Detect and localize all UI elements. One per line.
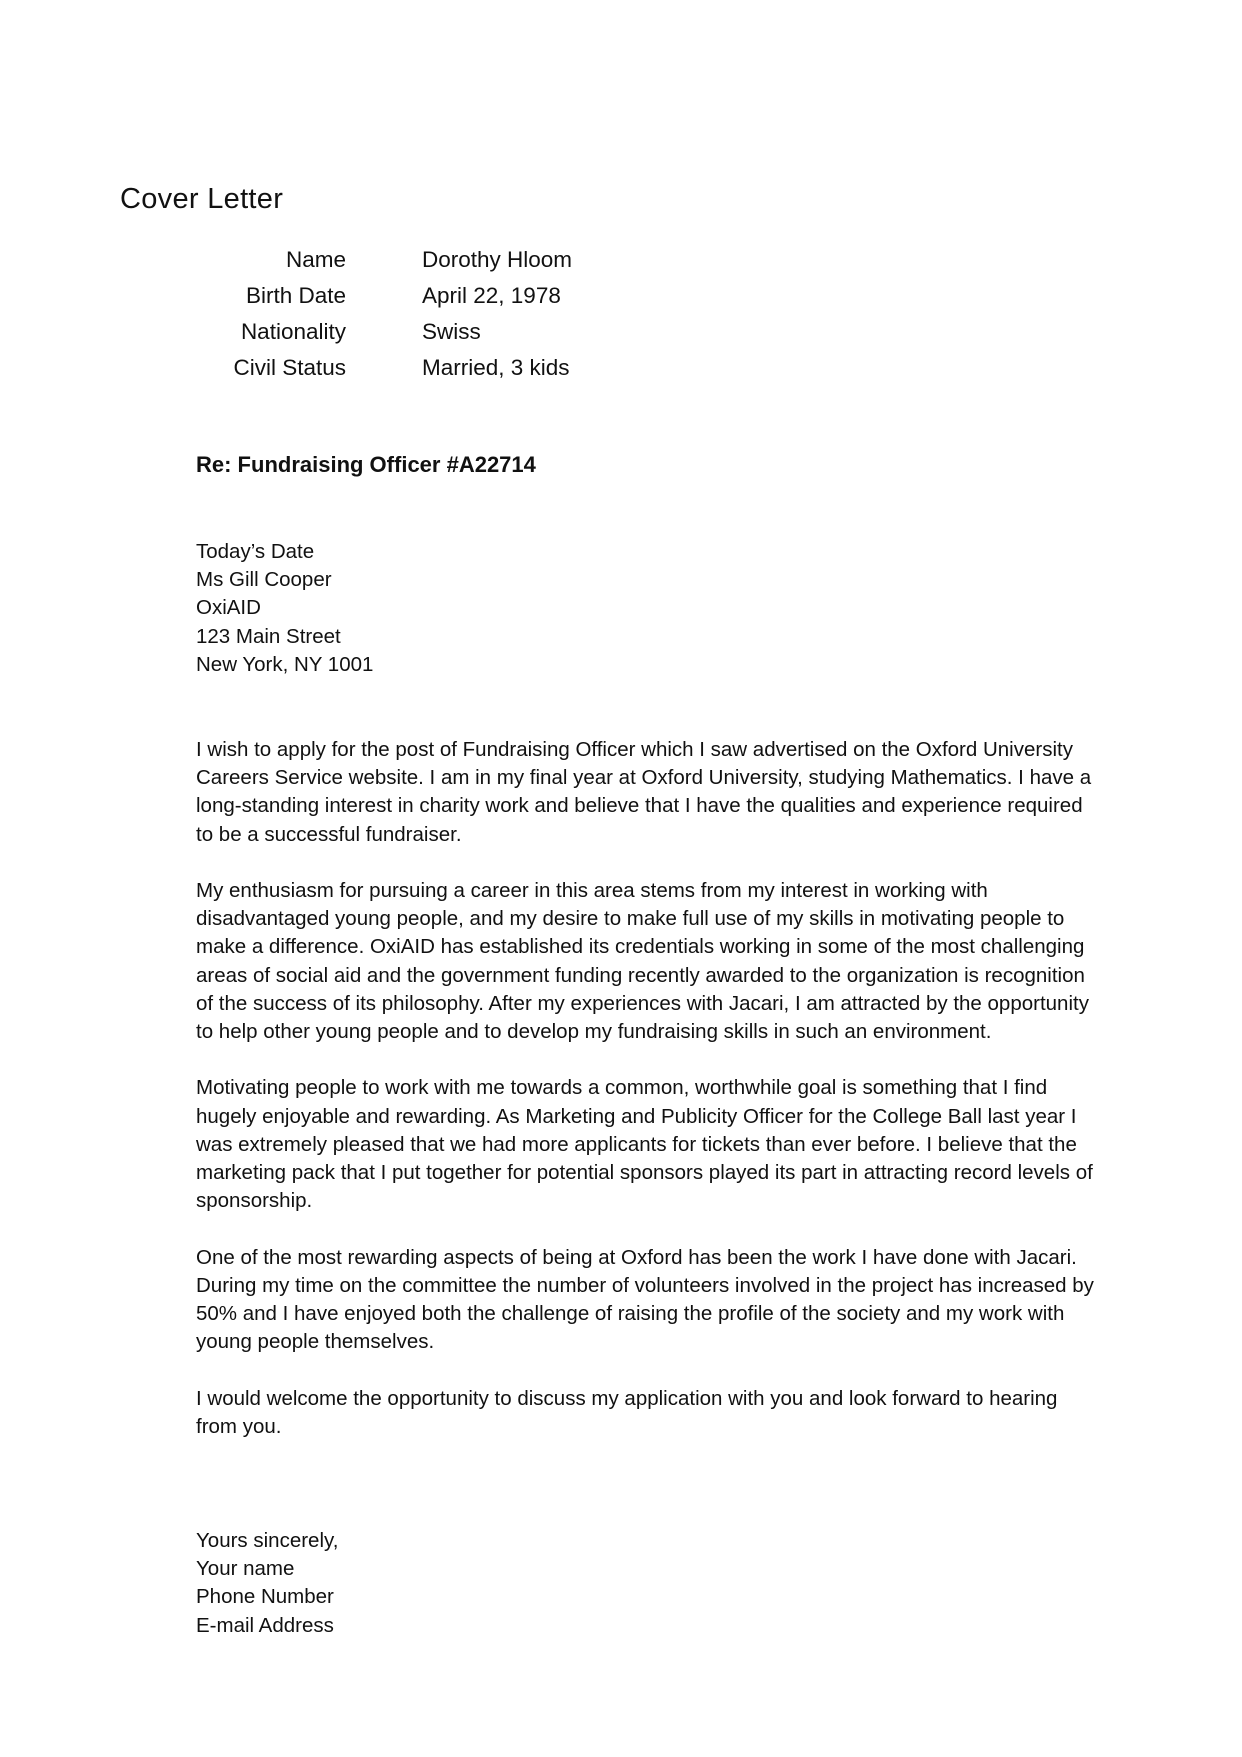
closing-phone: Phone Number [196,1585,334,1609]
address-line-street: 123 Main Street [196,624,341,648]
body-paragraph: My enthusiasm for pursuing a career in this area stems from my interest in working with disadvantaged young people, and my desire to make full use of my skills in motivating people to make a difference. OxiAID has established its credentials working in some of the most challenging areas of social aid and the government funding recently awarded to the organization is recognition of the success of its philosophy. After my experiences with Jacari, I am attracted by the opportunity to help other young people and to develop my fundraising skills in such an environment. [196,879,1089,1044]
closing-salutation: Yours sincerely, [196,1529,339,1552]
letter-body [196,736,1096,1469]
closing-email: E-mail Address [196,1613,334,1637]
info-row-name [180,242,680,278]
address-line-city: New York, NY 1001 [196,652,374,676]
recipient-address-block [196,538,373,679]
info-label: Name [285,247,346,272]
info-value: Married, 3 kids [422,355,570,380]
info-label: Nationality [240,319,346,344]
info-value: Swiss [422,319,481,344]
info-value: April 22, 1978 [422,283,561,308]
body-paragraph: Motivating people to work with me towards a common, worthwhile goal is something that I find hugely enjoyable and rewarding. As Marketing and Publicity Officer for the College Ball last year I was extremely pleased that we had more applicants for tickets than ever before. I believe that the marketing pack that I put together for potential sponsors played its part in attracting record levels of sponsorship. [196,1076,1093,1213]
document-title: Cover Letter [120,183,284,215]
signature-block [196,1527,338,1640]
info-value: Dorothy Hloom [422,247,573,272]
address-line-date: Today’s Date [196,540,315,563]
closing-name: Your name [196,1557,295,1581]
address-line-company: OxiAID [196,596,261,620]
subject-line: Re: Fundraising Officer #A22714 [196,452,536,477]
personal-info-table [180,242,680,386]
info-label: Civil Status [233,355,346,380]
info-row-birth-date [180,278,680,314]
address-line-recipient: Ms Gill Cooper [196,568,332,592]
body-paragraph: I wish to apply for the post of Fundraising Officer which I saw advertised on the Oxford University Careers Service website. I am in my final year at Oxford University, studying Mathematics. I have a long-standing interest in charity work and believe that I have the qualities and experience required to be a successful fundraiser. [196,738,1092,846]
info-row-civil-status [180,350,680,386]
body-paragraph: I would welcome the opportunity to discuss my application with you and look forward to hearing from you. [196,1386,1058,1438]
info-row-nationality [180,314,680,350]
body-paragraph: One of the most rewarding aspects of being at Oxford has been the work I have done with Jacari. During my time on the committee the number of volunteers involved in the project has increased by 50% and I have enjoyed both the challenge of raising the profile of the society and my work with young people themselves. [196,1245,1094,1354]
info-label: Birth Date [245,283,346,308]
